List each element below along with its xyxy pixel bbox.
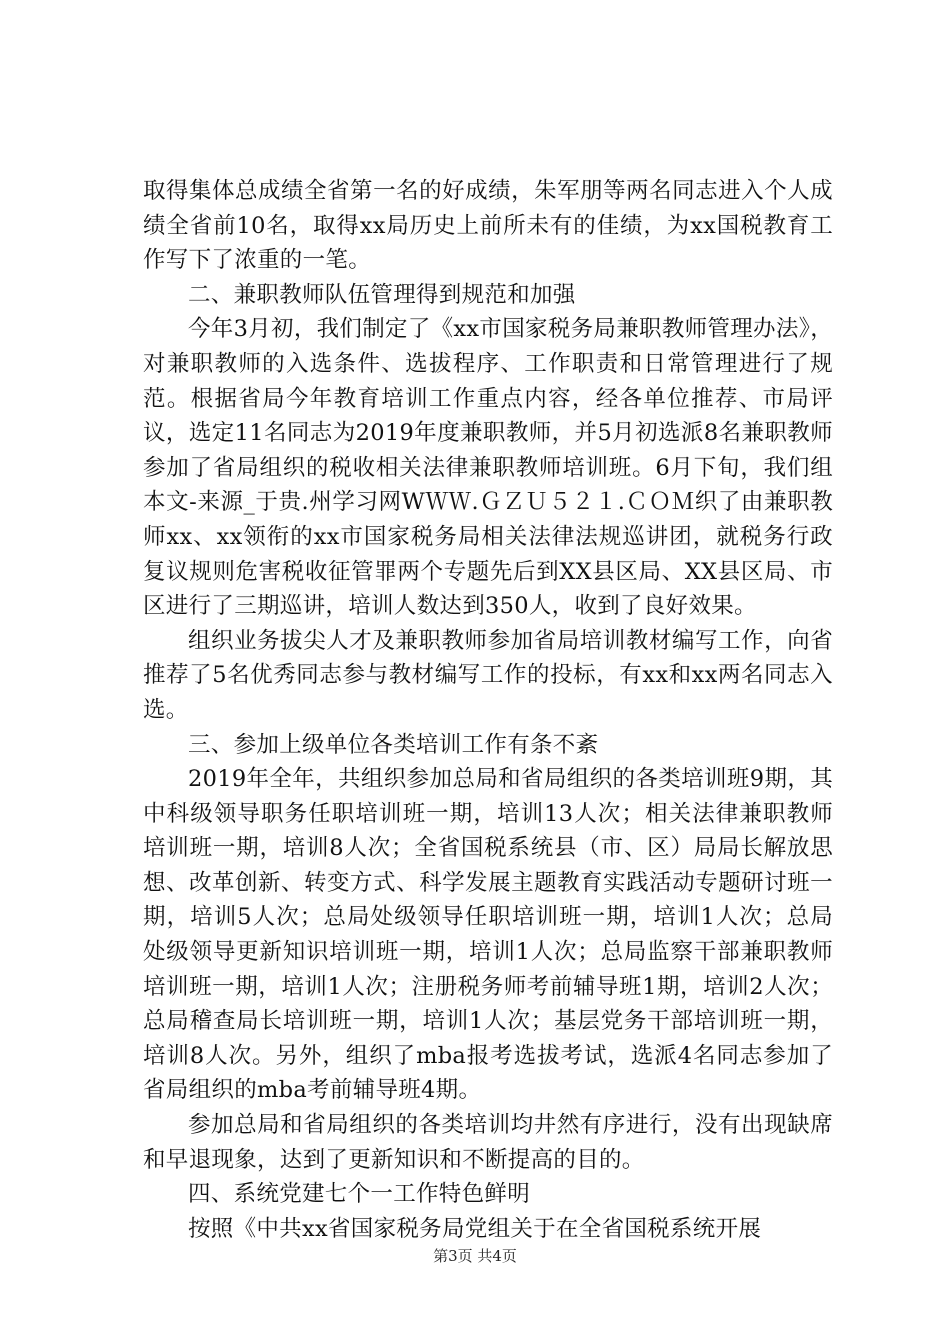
paragraph-9: 按照《中共xx省国家税务局党组关于在全省国税系统开展 [188,1215,762,1242]
paragraph-6: 2019年全年，共组织参加总局和省局组织的各类培训班9期，其中科级领导职务任职培训班一期，培训13人次；相关法律兼职教师培训班一期，培训8人次；全省国税系统县（市、区）局局长解放思想、改革创新、转变方式、科学发展主题教育实践活动专题研讨班一期，培训5人次；总局处级领导任职培训班一期，培训1人次；总局处级领导更新知识培训班一期，培训1人次；总局监察干部兼职教师培训班一期，培训1人次；注册税务师考前辅导班1期，培训2人次；总局稽查局长培训班一期，培训1人次；基层党务干部培训班一期，培训8人次。另外，组织了mba报考选拔考试，选派4名同志参加了省局组织的mba考前辅导班4期。 [143,766,833,1104]
paragraph-7: 参加总局和省局组织的各类培训均井然有序进行，没有出现缺席和早退现象，达到了更新知识和不断提高的目的。 [143,1112,833,1173]
document-body [143,174,833,1246]
paragraph-1: 取得集体总成绩全省第一名的好成绩，朱军朋等两名同志进入个人成绩全省前10名，取得xx局历史上前所未有的佳绩，为xx国税教育工作写下了浓重的一笔。 [143,178,833,274]
page-footer: 第3页 共4页 [433,1247,517,1265]
section-heading-2: 二、兼职教师队伍管理得到规范和加强 [188,281,576,308]
section-heading-4: 四、系统党建七个一工作特色鲜明 [188,1181,531,1208]
paragraph-4: 组织业务拔尖人才及兼职教师参加省局培训教材编写工作，向省推荐了5名优秀同志参与教材编写工作的投标，有xx和xx两名同志入选。 [143,627,833,723]
section-heading-3: 三、参加上级单位各类培训工作有条不紊 [188,731,599,758]
paragraph-3: 今年3月初，我们制定了《xx市国家税务局兼职教师管理办法》，对兼职教师的入选条件、选拔程序、工作职责和日常管理进行了规范。根据省局今年教育培训工作重点内容，经各单位推荐、市局评议，选定11名同志为2019年度兼职教师，并5月初选派8名兼职教师参加了省局组织的税收相关法律兼职教师培训班。6月下旬，我们组本文-来源_于贵.州学习网WＷＷ.ＧＺＵ５２１.ＣＯＭ织了由兼职教师xx、xx领衔的xx市国家税务局相关法律法规巡讲团，就税务行政复议规则危害税收征管罪两个专题先后到XX县区局、XX县区局、市区进行了三期巡讲，培训人数达到350人，收到了良好效果。 [143,316,833,620]
